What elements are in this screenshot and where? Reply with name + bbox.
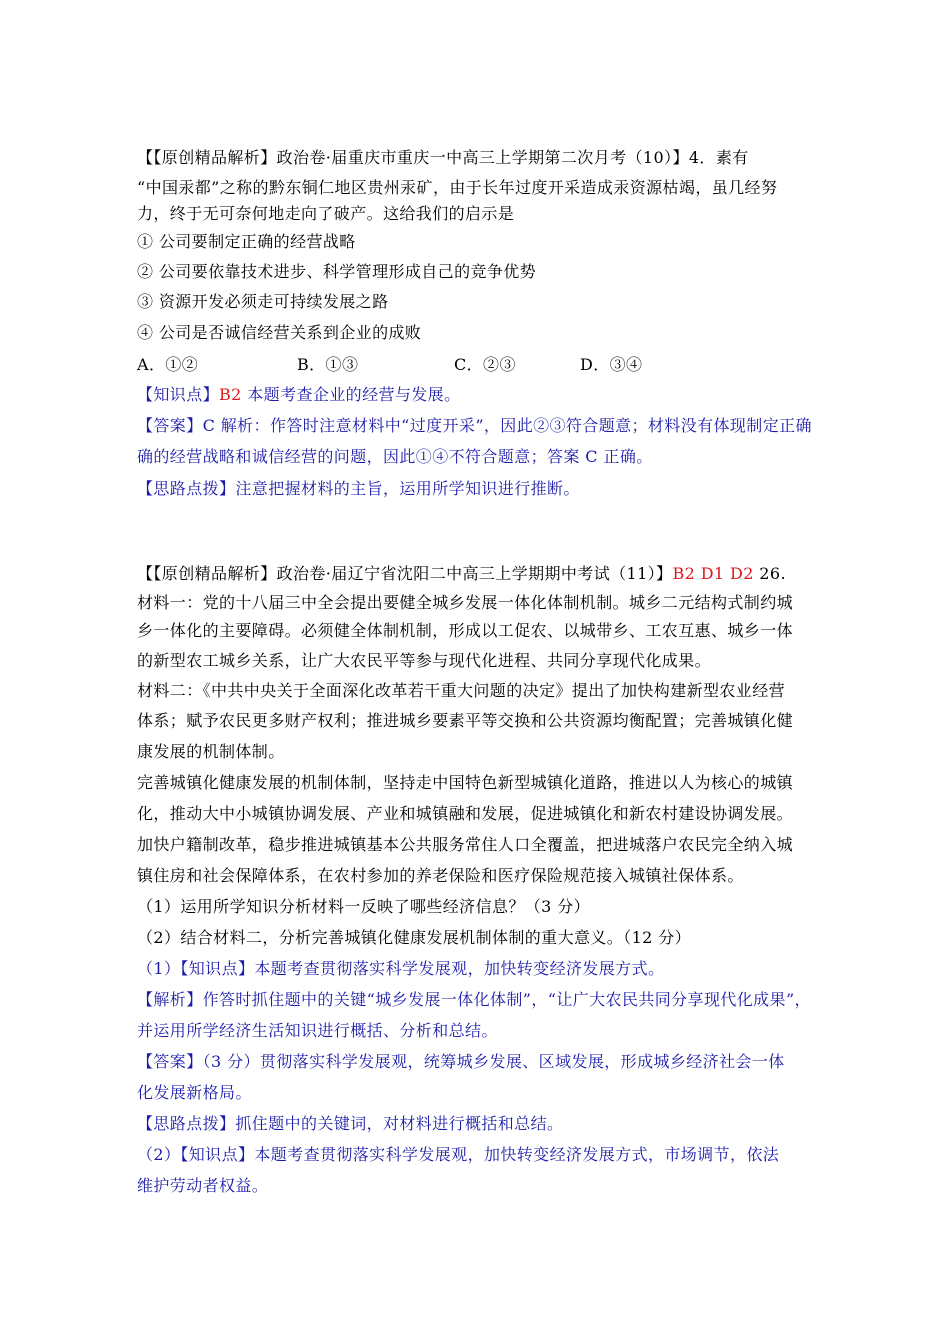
q2-header-text: 政治卷·届辽宁省沈阳二中高三上学期期中考试（11）】 [276, 564, 673, 583]
q2-a1-analysis-text-1: 作答时抓住题中的关键“城乡发展一体化体制”，“让广大农民共同分享现代化成果”， [202, 990, 811, 1009]
q1-hint-text: 注意把握材料的主旨，运用所学知识进行推断。 [235, 479, 580, 498]
q2-a1-answer-line-2: 化发展新格局。 [137, 1083, 252, 1102]
q1-header-text: 政治卷·届重庆市重庆一中高三上学期第二次月考（10）】4．素有 [276, 148, 749, 167]
q2-header-num: 26. [753, 564, 786, 583]
q2-a1-answer-text-1: （3 分）贯彻落实科学发展观，统筹城乡发展、区域发展，形成城乡经济社会一体 [202, 1052, 785, 1071]
q2-material-line-5: 体系；赋予农民更多财产权利；推进城乡要素平等交换和公共资源均衡配置；完善城镇化健 [137, 711, 794, 730]
q2-a1-answer-label: 【答案】 [137, 1052, 203, 1071]
q1-header-prefix: 【【原创精品解析】 [137, 148, 277, 167]
q2-a2-knowledge-line-1: （2）【知识点】本题考查贯彻落实科学发展观，加快转变经济发展方式，市场调节，依法 [137, 1145, 780, 1164]
q1-knowledge-text: 本题考查企业的经营与发展。 [247, 385, 461, 404]
q2-material-line-3: 的新型农工城乡关系，让广大农民平等参与现代化进程、共同分享现代化成果。 [137, 651, 712, 670]
q2-header-prefix: 【【原创精品解析】 [137, 564, 277, 583]
q2-a1-knowledge: （1）【知识点】本题考查贯彻落实科学发展观，加快转变经济发展方式。 [137, 959, 665, 978]
q1-option-a: A．①② [137, 355, 199, 374]
q2-a1-analysis-line-2: 并运用所学经济生活知识进行概括、分析和总结。 [137, 1021, 498, 1040]
q2-a1-hint [137, 1114, 563, 1134]
q2-material-line-1: 材料一：党的十八届三中全会提出要健全城乡发展一体化体制机制。城乡二元结构式制约城 [137, 593, 794, 612]
q2-a1-analysis-label: 【解析】 [137, 990, 203, 1009]
q1-answer-text-1: C 解析：作答时注意材料中“过度开采”，因此②③符合题意；材料没有体现制定正确 [202, 416, 812, 435]
q2-a1-analysis-line-1 [137, 990, 811, 1010]
q1-stem-line-2: “中国汞都”之称的黔东铜仁地区贵州汞矿，由于长年过度开采造成汞资源枯竭，虽几经努 [137, 178, 778, 197]
q1-item-3: ③ 资源开发必须走可持续发展之路 [137, 292, 389, 311]
q1-item-4: ④ 公司是否诚信经营关系到企业的成败 [137, 323, 422, 342]
q1-option-c: C．②③ [454, 355, 516, 374]
q2-a2-knowledge-line-2: 维护劳动者权益。 [137, 1176, 269, 1195]
q1-knowledge-code: B2 [219, 385, 242, 404]
q1-knowledge-label: 【知识点】 [137, 385, 220, 404]
q2-header [137, 564, 786, 584]
q2-sub-question-2: （2）结合材料二，分析完善城镇化健康发展机制体制的重大意义。（12 分） [137, 928, 692, 947]
q2-material-line-10: 镇住房和社会保障体系，在农村参加的养老保险和医疗保险规范接入城镇社保体系。 [137, 866, 744, 885]
q2-sub-question-1: （1）运用所学知识分析材料一反映了哪些经济信息？（3 分） [137, 897, 591, 916]
q1-hint-label: 【思路点拨】 [137, 479, 236, 498]
q2-material-line-8: 化，推动大中小城镇协调发展、产业和城镇融和发展，促进城镇化和新农村建设协调发展。 [137, 804, 794, 823]
q1-answer-line-1 [137, 416, 812, 436]
q1-item-2: ② 公司要依靠技术进步、科学管理形成自己的竞争优势 [137, 262, 537, 281]
q2-material-line-7: 完善城镇化健康发展的机制体制，坚持走中国特色新型城镇化道路，推进以人为核心的城镇 [137, 773, 794, 792]
q2-material-line-4: 材料二：《中共中央关于全面深化改革若干重大问题的决定》提出了加快构建新型农业经营 [137, 681, 786, 700]
q2-a1-hint-label: 【思路点拨】 [137, 1114, 236, 1133]
q1-answer-label: 【答案】 [137, 416, 203, 435]
q2-a1-hint-text: 抓住题中的关键词，对材料进行概括和总结。 [235, 1114, 564, 1133]
q2-material-line-2: 乡一体化的主要障碍。必须健全体制机制，形成以工促农、以城带乡、工农互惠、城乡一体 [137, 621, 794, 640]
q1-options [137, 355, 642, 375]
q1-item-1: ① 公司要制定正确的经营战略 [137, 232, 356, 251]
q1-hint [137, 479, 580, 499]
q1-header [137, 148, 749, 168]
q2-material-line-9: 加快户籍制改革，稳步推进城镇基本公共服务常住人口全覆盖，把进城落户农民完全纳入城 [137, 835, 794, 854]
q1-option-d: D．③④ [580, 355, 643, 374]
q1-option-b: B．①③ [297, 355, 359, 374]
q1-answer-line-2: 确的经营战略和诚信经营的问题，因此①④不符合题意；答案 C 正确。 [137, 447, 653, 466]
q2-material-line-6: 康发展的机制体制。 [137, 742, 285, 761]
q1-knowledge-point [137, 385, 460, 405]
q2-a1-answer-line-1 [137, 1052, 785, 1072]
q1-stem-line-3: 力，终于无可奈何地走向了破产。这给我们的启示是 [137, 204, 515, 223]
q2-header-codes: B2 D1 D2 [672, 564, 754, 583]
